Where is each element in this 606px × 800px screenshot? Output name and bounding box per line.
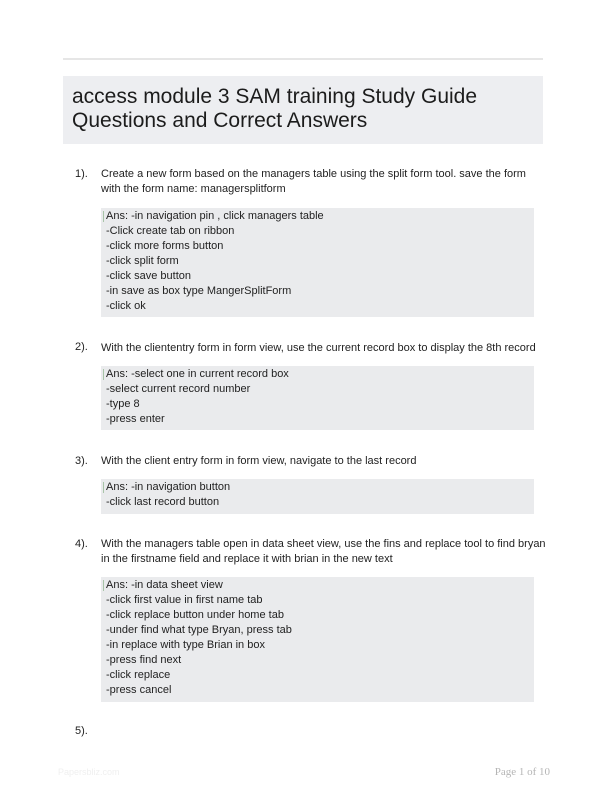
answer-line: -select current record number <box>106 383 251 395</box>
answer-line: -in save as box type MangerSplitForm <box>106 285 292 297</box>
answer-line: -under find what type Bryan, press tab <box>106 624 292 636</box>
answer-line: -press enter <box>106 413 165 425</box>
title-line-1: access module 3 SAM training Study Guide <box>72 85 478 108</box>
top-divider <box>63 58 543 60</box>
question-line: in the firstname field and replace it with brian in the new text <box>101 553 393 565</box>
answer-line: -click replace button under home tab <box>106 609 284 621</box>
question-text <box>101 454 541 469</box>
document-title <box>63 76 543 144</box>
answer-line: Ans: -select one in current record box <box>103 367 534 382</box>
answer-box <box>101 479 534 514</box>
question-text <box>101 167 541 197</box>
answer-line: -press find next <box>106 654 182 666</box>
footer-watermark: Papersbliz.com <box>58 767 120 777</box>
answer-line: Ans: -in data sheet view <box>103 578 534 593</box>
answer-box <box>101 366 534 430</box>
question-line: With the client entry form in form view, navigate to the last record <box>101 455 417 467</box>
answer-line: -click replace <box>106 669 171 681</box>
question-line: With the managers table open in data sheet view, use the fins and replace tool to find bryan <box>101 538 546 550</box>
question-number: 3). <box>75 455 88 467</box>
answer-line: Ans: -in navigation button <box>103 480 534 495</box>
question-text <box>101 341 541 356</box>
answer-box <box>101 577 534 702</box>
answer-line: -click save button <box>106 270 191 282</box>
answer-line: -click split form <box>106 255 179 267</box>
question-number: 2). <box>75 341 88 353</box>
answer-line: -type 8 <box>106 398 140 410</box>
question-number: 1). <box>75 168 88 180</box>
page-indicator: Page 1 of 10 <box>494 766 550 778</box>
answer-line: -press cancel <box>106 684 172 696</box>
question-number: 5). <box>75 725 88 737</box>
question-number: 4). <box>75 538 88 550</box>
answer-line: -Click create tab on ribbon <box>106 225 235 237</box>
answer-line: -click ok <box>106 300 146 312</box>
question-line: With the cliententry form in form view, use the current record box to display the 8th record <box>101 342 536 354</box>
answer-line: -click first value in first name tab <box>106 594 263 606</box>
answer-line: -click last record button <box>106 496 220 508</box>
answer-line: -click more forms button <box>106 240 224 252</box>
answer-line: Ans: -in navigation pin , click managers table <box>103 209 534 224</box>
question-line: with the form name: managersplitform <box>101 183 286 195</box>
question-text <box>101 537 546 567</box>
question-line: Create a new form based on the managers table using the split form tool. save the form <box>101 168 526 180</box>
answer-line: -in replace with type Brian in box <box>106 639 265 651</box>
answer-box <box>101 208 534 317</box>
title-line-2: Questions and Correct Answers <box>72 109 368 132</box>
